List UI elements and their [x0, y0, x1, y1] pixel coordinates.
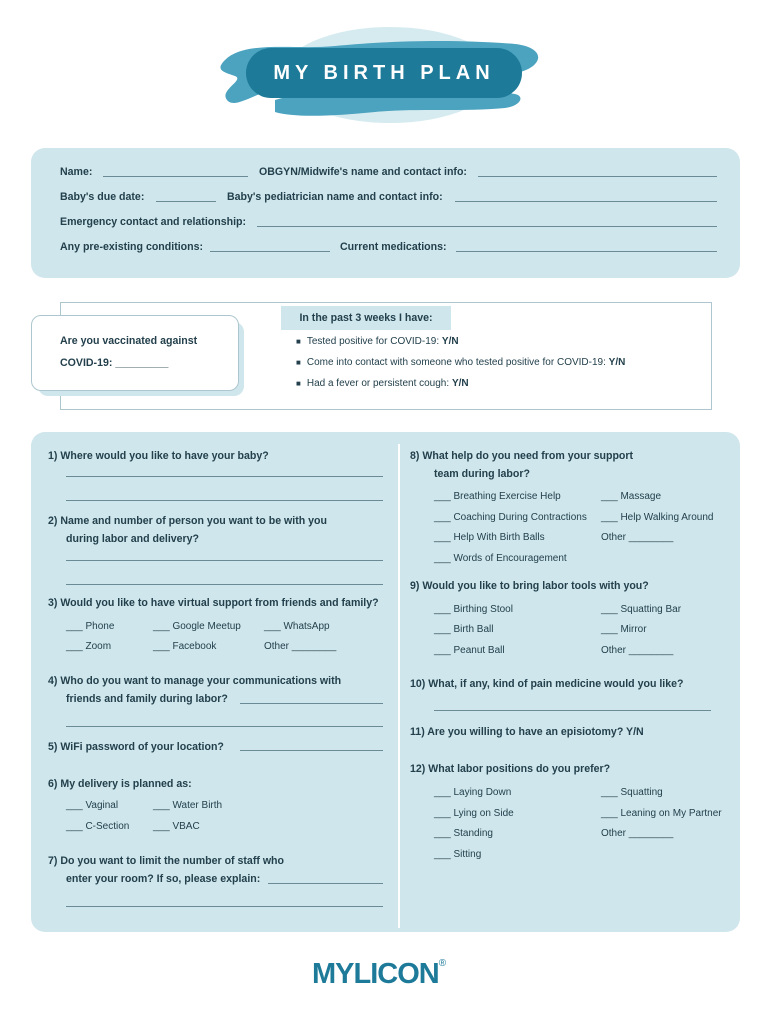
option-help-walking[interactable]: ___ Help Walking Around	[601, 512, 714, 523]
conditions-field[interactable]	[210, 251, 330, 252]
registered-mark: ®	[438, 958, 447, 969]
answer-line[interactable]	[66, 560, 383, 561]
covid-item: ■ Tested positive for COVID-19: Y/N	[296, 336, 459, 347]
question-8-cont: team during labor?	[434, 468, 530, 480]
answer-line[interactable]	[268, 883, 383, 884]
column-divider	[398, 444, 400, 928]
option-birth-balls[interactable]: ___ Help With Birth Balls	[434, 532, 545, 543]
obgyn-field[interactable]	[478, 176, 717, 177]
answer-line[interactable]	[66, 726, 383, 727]
wifi-password-field[interactable]	[240, 750, 383, 751]
question-7: 7) Do you want to limit the number of staff who	[48, 855, 285, 867]
option-lying-on-side[interactable]: ___ Lying on Side	[434, 808, 514, 819]
question-12: 12) What labor positions do you prefer?	[410, 763, 611, 775]
question-5: 5) WiFi password of your location?	[48, 741, 224, 753]
pediatrician-label: Baby's pediatrician name and contact info:	[227, 191, 443, 203]
question-8: 8) What help do you need from your support	[410, 450, 634, 462]
obgyn-label: OBGYN/Midwife's name and contact info:	[259, 166, 467, 178]
covid-item: ■ Come into contact with someone who tested positive for COVID-19: Y/N	[296, 357, 626, 368]
covid-item: ■ Had a fever or persistent cough: Y/N	[296, 378, 469, 389]
option-other[interactable]: Other ________	[264, 641, 337, 652]
option-leaning-on-partner[interactable]: ___ Leaning on My Partner	[601, 808, 722, 819]
option-peanut-ball[interactable]: ___ Peanut Ball	[434, 645, 505, 656]
answer-line[interactable]	[240, 703, 383, 704]
option-sitting[interactable]: ___ Sitting	[434, 849, 482, 860]
answer-line[interactable]	[434, 710, 711, 711]
question-7-cont: enter your room? If so, please explain:	[66, 873, 261, 885]
question-9: 9) Would you like to bring labor tools with you?	[410, 580, 649, 592]
vaccine-question: Are you vaccinated against	[60, 335, 198, 347]
option-other[interactable]: Other ________	[601, 828, 674, 839]
vaccine-card	[31, 315, 239, 391]
option-squatting-bar[interactable]: ___ Squatting Bar	[601, 604, 682, 615]
vaccine-answer[interactable]: COVID-19: _________	[60, 357, 169, 369]
option-breathing-exercise[interactable]: ___ Breathing Exercise Help	[434, 491, 561, 502]
option-phone[interactable]: ___ Phone	[66, 621, 115, 632]
answer-line[interactable]	[66, 500, 383, 501]
emergency-label: Emergency contact and relationship:	[60, 216, 247, 228]
answer-line[interactable]	[66, 906, 383, 907]
option-whatsapp[interactable]: ___ WhatsApp	[264, 621, 330, 632]
option-google-meetup[interactable]: ___ Google Meetup	[153, 621, 241, 632]
option-facebook[interactable]: ___ Facebook	[153, 641, 217, 652]
option-c-section[interactable]: ___ C-Section	[66, 821, 130, 832]
option-zoom[interactable]: ___ Zoom	[66, 641, 112, 652]
option-encouragement[interactable]: ___ Words of Encouragement	[434, 553, 567, 564]
emergency-field[interactable]	[257, 226, 717, 227]
question-2: 2) Name and number of person you want to be with you	[48, 515, 327, 527]
option-massage[interactable]: ___ Massage	[601, 491, 662, 502]
option-coaching[interactable]: ___ Coaching During Contractions	[434, 512, 587, 523]
option-squatting[interactable]: ___ Squatting	[601, 787, 663, 798]
name-field[interactable]	[103, 176, 248, 177]
option-vaginal[interactable]: ___ Vaginal	[66, 800, 119, 811]
name-label: Name:	[60, 166, 93, 178]
logo-text: MYLICON	[312, 958, 439, 990]
page-title: MY BIRTH PLAN	[246, 48, 522, 98]
option-other[interactable]: Other ________	[601, 645, 674, 656]
conditions-label: Any pre-existing conditions:	[60, 241, 204, 253]
pediatrician-field[interactable]	[455, 201, 717, 202]
option-birthing-stool[interactable]: ___ Birthing Stool	[434, 604, 513, 615]
question-2-cont: during labor and delivery?	[66, 533, 200, 545]
question-3: 3) Would you like to have virtual support from friends and family?	[48, 597, 379, 609]
option-standing[interactable]: ___ Standing	[434, 828, 493, 839]
due-date-label: Baby's due date:	[60, 191, 145, 203]
answer-line[interactable]	[66, 584, 383, 585]
question-1: 1) Where would you like to have your baby?	[48, 450, 269, 462]
question-4-cont: friends and family during labor?	[66, 693, 228, 705]
option-vbac[interactable]: ___ VBAC	[153, 821, 200, 832]
answer-line[interactable]	[66, 476, 383, 477]
question-10: 10) What, if any, kind of pain medicine would you like?	[410, 678, 684, 690]
option-water-birth[interactable]: ___ Water Birth	[153, 800, 223, 811]
question-11: 11) Are you willing to have an episiotomy? Y/N	[410, 726, 644, 738]
option-birth-ball[interactable]: ___ Birth Ball	[434, 624, 494, 635]
option-other[interactable]: Other ________	[601, 532, 674, 543]
medications-field[interactable]	[456, 251, 717, 252]
due-date-field[interactable]	[156, 201, 216, 202]
question-6: 6) My delivery is planned as:	[48, 778, 192, 790]
covid-heading: In the past 3 weeks I have:	[281, 306, 451, 330]
brand-logo	[312, 958, 446, 991]
option-laying-down[interactable]: ___ Laying Down	[434, 787, 512, 798]
medications-label: Current medications:	[340, 241, 447, 253]
question-4: 4) Who do you want to manage your communications with	[48, 675, 342, 687]
option-mirror[interactable]: ___ Mirror	[601, 624, 647, 635]
